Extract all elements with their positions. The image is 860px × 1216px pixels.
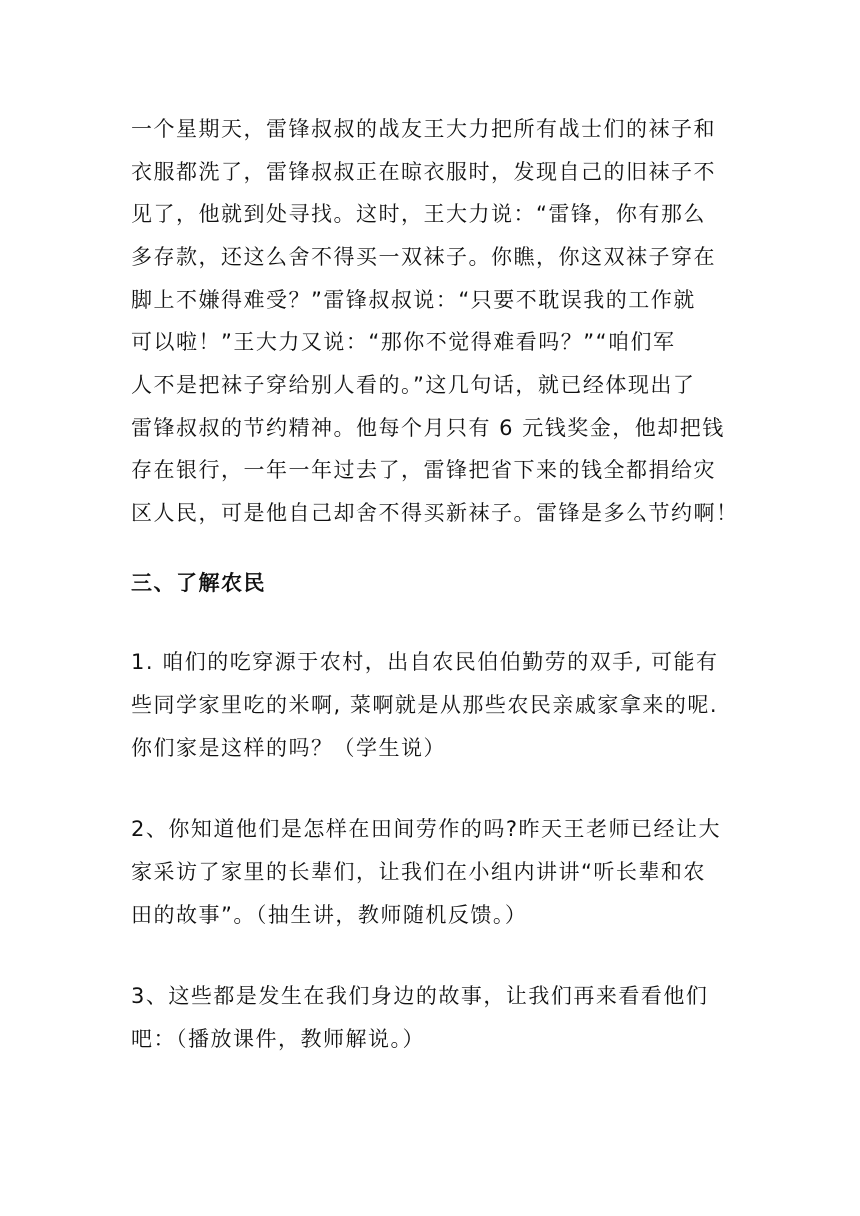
text-line: 些同学家里吃的米啊, 菜啊就是从那些农民亲戚家拿来的呢. (131, 693, 719, 717)
text-line: 你们家是这样的吗？（学生说） (131, 736, 446, 760)
text-line: 吧：（播放课件，教师解说。） (131, 1027, 425, 1051)
text-line: 衣服都洗了，雷锋叔叔正在晾衣服时，发现自己的旧袜子不 (131, 160, 716, 184)
text-line: 存在银行，一年一年过去了，雷锋把省下来的钱全都捐给灾 (131, 458, 716, 482)
section-heading: 三、了解农民 (131, 571, 266, 595)
text-line: 3、这些都是发生在我们身边的故事，让我们再来看看他们 (131, 984, 709, 1008)
text-line: 多存款，还这么舍不得买一双袜子。你瞧，你这双袜子穿在 (131, 245, 716, 269)
text-line: 一个星期天，雷锋叔叔的战友王大力把所有战士们的袜子和 (131, 117, 716, 141)
text-line: 田的故事”。（抽生讲，教师随机反馈。） (131, 903, 528, 927)
text-line: 家采访了家里的长辈们，让我们在小组内讲讲“听长辈和农 (131, 860, 706, 884)
text-line: 可以啦！”王大力又说：“那你不觉得难看吗？”“咱们军 (131, 330, 676, 354)
text-line: 脚上不嫌得难受？”雷锋叔叔说：“只要不耽误我的工作就 (131, 288, 696, 312)
text-line: 雷锋叔叔的节约精神。他每个月只有 6 元钱奖金，他却把钱 (131, 416, 725, 440)
text-line: 区人民，可是他自己却舍不得买新袜子。雷锋是多么节约啊！ (131, 501, 739, 525)
text-line: 2、你知道他们是怎样在田间劳作的吗?昨天王老师已经让大 (131, 817, 722, 841)
text-line: 1. 咱们的吃穿源于农村，出自农民伯伯勤劳的双手, 可能有 (131, 650, 719, 674)
text-line: 人不是把袜子穿给别人看的。”这几句话，就已经体现出了 (131, 373, 696, 397)
text-line: 见了，他就到处寻找。这时，王大力说：“雷锋，你有那么 (131, 202, 706, 226)
